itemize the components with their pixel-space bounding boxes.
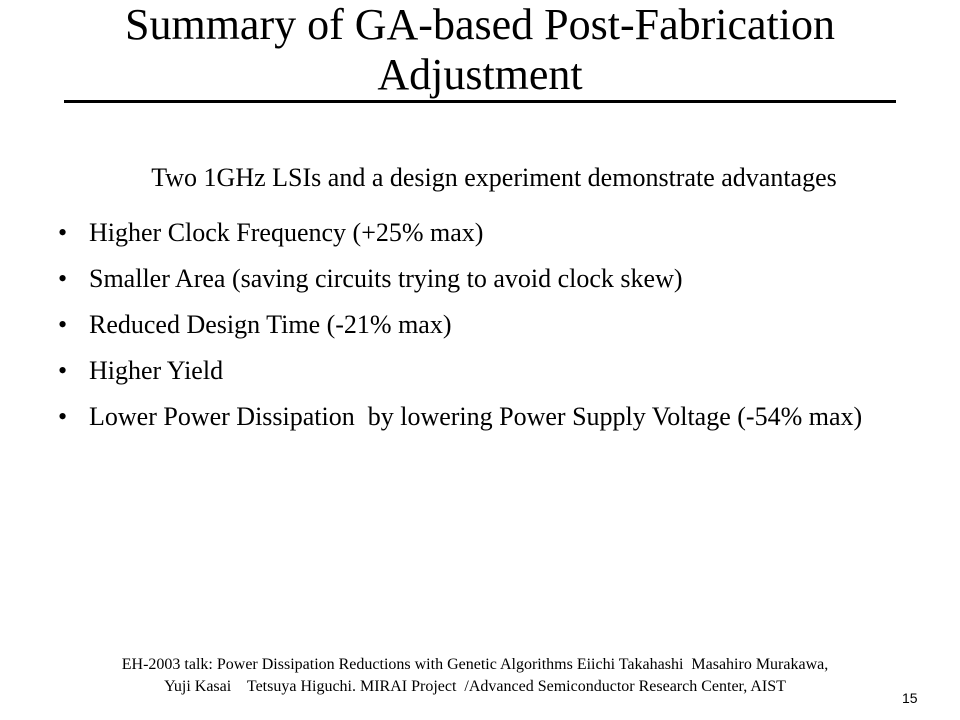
bullet-mark: • (58, 310, 68, 339)
bullet-item (58, 308, 908, 342)
page-number: 15 (902, 690, 918, 706)
footer-line-1: EH-2003 talk: Power Dissipation Reductions with Genetic Algorithms Eiichi Takahashi Masahiro Murakawa, (121, 656, 829, 673)
bullet-text: Reduced Design Time (-21% max) (89, 310, 452, 339)
footer-line-2: Yuji Kasai Tetsuya Higuchi. MIRAI Project /Advanced Semiconductor Research Center, AIST (164, 678, 786, 695)
title-underline (64, 100, 896, 103)
bullet-item (58, 216, 908, 250)
slide-title (60, 0, 900, 100)
bullet-mark: • (58, 402, 68, 431)
bullet-item (58, 262, 908, 296)
bullet-mark: • (58, 218, 68, 247)
bullet-item (58, 400, 908, 434)
bullet-text: Smaller Area (saving circuits trying to avoid clock skew) (89, 264, 683, 293)
bullet-item (58, 354, 908, 388)
slide-title-line-2: Adjustment (377, 50, 583, 99)
slide-footer (40, 654, 910, 698)
bullet-text: Higher Clock Frequency (+25% max) (89, 218, 484, 247)
slide-title-line-1: Summary of GA-based Post-Fabrication (125, 0, 835, 49)
bullet-mark: • (58, 356, 68, 385)
bullet-text: Higher Yield (89, 356, 224, 385)
bullet-mark: • (58, 264, 68, 293)
bullet-text: Lower Power Dissipation by lowering Power Supply Voltage (-54% max) (89, 402, 863, 431)
slide-subtitle: Two 1GHz LSIs and a design experiment demonstrate advantages (151, 163, 837, 192)
bullet-list (58, 216, 908, 446)
